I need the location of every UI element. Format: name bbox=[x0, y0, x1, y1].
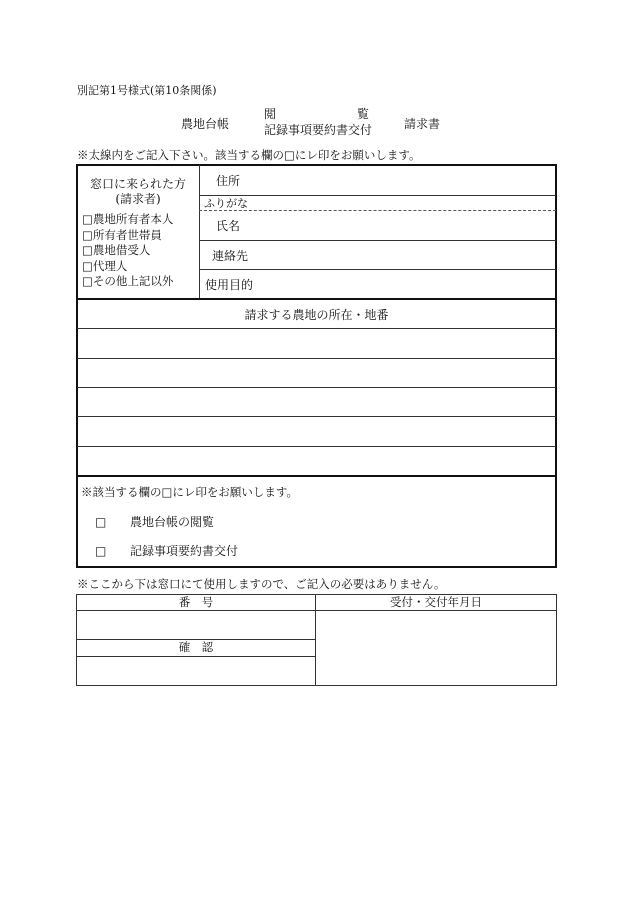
label-contact: 連絡先 bbox=[212, 249, 249, 263]
checkbox-browse[interactable]: □ bbox=[95, 515, 107, 529]
applicant-bottom bbox=[77, 298, 556, 300]
option-other[interactable]: □その他上記以外 bbox=[82, 274, 174, 288]
form-reference: 別記第1号様式(第10条関係) bbox=[77, 84, 217, 97]
label-purpose: 使用目的 bbox=[205, 278, 254, 292]
request-instruction: ※該当する欄の□にレ印をお願いします。 bbox=[81, 485, 298, 499]
row-line-2 bbox=[199, 210, 556, 211]
applicant-subheading: (請求者) bbox=[115, 192, 161, 206]
option-household[interactable]: □所有者世帯員 bbox=[82, 228, 162, 242]
option-lessee[interactable]: □農地借受人 bbox=[82, 243, 151, 257]
option-owner[interactable]: □農地所有者本人 bbox=[82, 212, 174, 226]
land-line-5 bbox=[77, 446, 556, 447]
land-bottom bbox=[77, 475, 556, 477]
row-line-4 bbox=[199, 269, 556, 270]
title-etsu: 閲 bbox=[264, 107, 277, 121]
label-date: 受付・交付年月日 bbox=[390, 595, 482, 609]
top-instruction: ※太線内をご記入下さい。該当する欄の□にレ印をお願いします。 bbox=[77, 148, 421, 162]
office-line-1 bbox=[77, 610, 556, 611]
title-daicho: 農地台帳 bbox=[181, 117, 230, 131]
row-line-3 bbox=[199, 240, 556, 241]
label-name: 氏名 bbox=[216, 219, 241, 233]
row-line-1 bbox=[199, 195, 556, 196]
label-address: 住所 bbox=[216, 174, 241, 188]
title-kiroku: 記録事項要約書交付 bbox=[264, 123, 373, 137]
checkbox-summary[interactable]: □ bbox=[95, 544, 107, 558]
applicant-divider bbox=[199, 165, 200, 299]
title-ran: 覧 bbox=[357, 107, 370, 121]
land-line-1 bbox=[77, 328, 556, 329]
label-number: 番 号 bbox=[178, 595, 214, 609]
land-line-2 bbox=[77, 358, 556, 359]
land-heading: 請求する農地の所在・地番 bbox=[244, 308, 389, 322]
land-line-3 bbox=[77, 387, 556, 388]
title-seikyusho: 請求書 bbox=[404, 117, 441, 131]
label-confirm: 確 認 bbox=[178, 640, 214, 654]
office-instruction: ※ここから下は窓口にて使用しますので、ご記入の必要はありません。 bbox=[77, 577, 446, 591]
land-line-4 bbox=[77, 416, 556, 417]
office-line-3 bbox=[77, 656, 315, 657]
label-summary: 記録事項要約書交付 bbox=[130, 544, 239, 558]
applicant-heading: 窓口に来られた方 bbox=[89, 177, 186, 191]
label-furigana: ふりがな bbox=[204, 197, 248, 210]
label-browse: 農地台帳の閲覧 bbox=[130, 515, 215, 529]
option-agent[interactable]: □代理人 bbox=[82, 259, 128, 273]
